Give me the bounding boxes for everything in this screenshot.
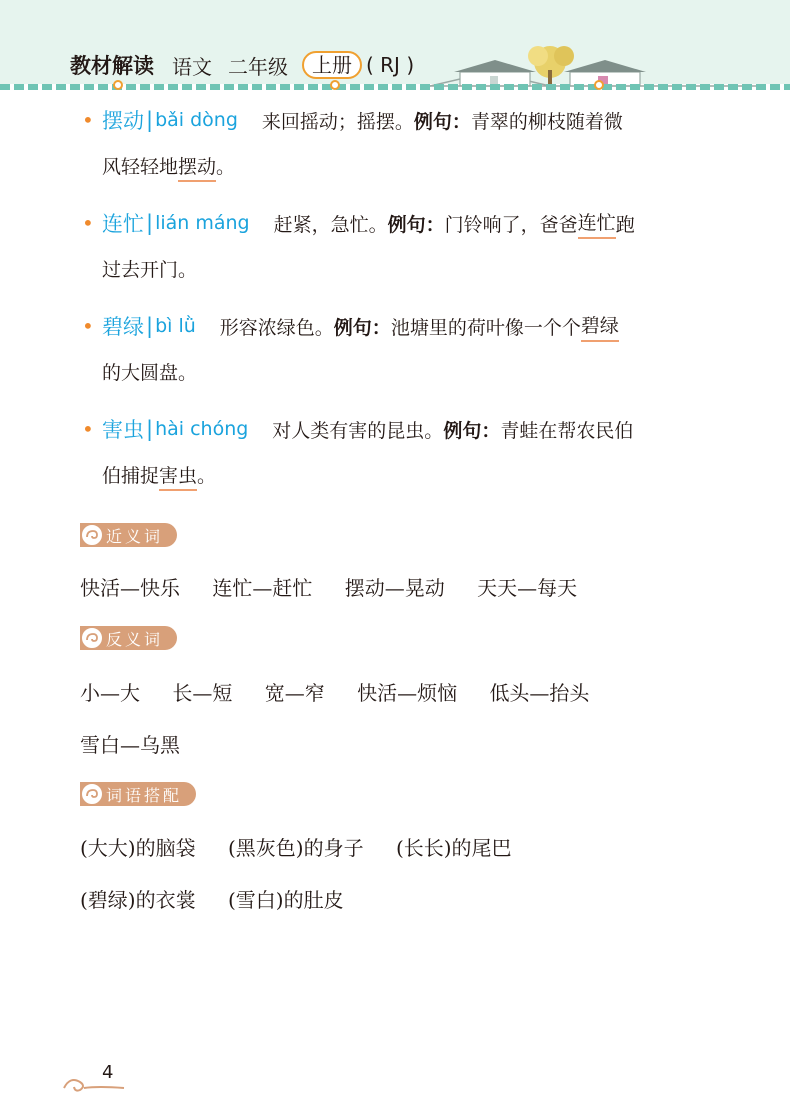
entry-pinyin: bǎi dòng xyxy=(155,109,238,131)
word-pair: 快活—烦恼 xyxy=(357,681,458,705)
entry-definition: 形容浓绿色。 xyxy=(219,316,334,339)
example-label: 例句： xyxy=(387,213,445,236)
example-text: 青蛙在帮农民伯 xyxy=(500,419,634,442)
example-text: 。 xyxy=(197,465,217,487)
vocab-entry: • 连忙 | lián máng 赶紧，急忙。 例句： 门铃响了，爸爸 连忙 跑 过去开门。 xyxy=(82,203,722,243)
example-text: 青翠的柳枝随着微 xyxy=(470,110,623,133)
antonym-row xyxy=(80,677,615,706)
example-text: 门铃响了，爸爸 xyxy=(444,213,578,236)
word-pair: 摆动—晃动 xyxy=(344,576,445,600)
header-dot xyxy=(113,80,123,90)
entry-definition: 赶紧，急忙。 xyxy=(273,213,388,236)
header-dot xyxy=(594,80,604,90)
running-header xyxy=(70,50,414,80)
entry-pinyin: lián máng xyxy=(155,212,250,234)
example-text: 跑 xyxy=(615,213,635,236)
collocation-row xyxy=(80,884,370,913)
bullet-dot: • xyxy=(82,108,94,132)
bullet-dot: • xyxy=(82,211,94,235)
highlighted-word: 连忙 xyxy=(578,208,616,239)
example-text: 的大圆盘。 xyxy=(102,362,198,384)
vocab-entry: • 摆动 | bǎi dòng 来回摇动；摇摆。 例句： 青翠的柳枝随着微 风轻轻地摆动。 xyxy=(82,100,722,140)
word-pair: 雪白—乌黑 xyxy=(80,733,180,757)
entry-word: 害虫 xyxy=(102,418,144,442)
book-title: 教材解读 xyxy=(70,54,154,78)
highlighted-word: 害虫 xyxy=(159,465,197,491)
word-pair: 天天—每天 xyxy=(477,576,578,600)
section-title: 近义词 xyxy=(106,526,164,546)
bullet-dot: • xyxy=(82,417,94,441)
cloud-curl-icon xyxy=(80,782,104,806)
cloud-curl-icon xyxy=(80,626,104,650)
example-text: 伯捕捉 xyxy=(102,465,160,487)
subject-label: 语文 xyxy=(172,54,212,79)
entry-definition: 来回摇动；摇摆。 xyxy=(261,110,414,133)
entry-word: 碧绿 xyxy=(102,315,144,339)
antonym-row xyxy=(80,729,206,758)
vocab-entry: • 碧绿 | bì lǜ 形容浓绿色。 例句： 池塘里的荷叶像一个个 碧绿 的大圆盘。 xyxy=(82,306,722,346)
highlighted-word: 碧绿 xyxy=(581,311,619,342)
cloud-curl-icon xyxy=(80,523,104,547)
highlighted-word: 摆动 xyxy=(178,156,216,182)
example-label: 例句： xyxy=(413,110,471,133)
example-label: 例句： xyxy=(443,419,501,442)
page-swirl-icon xyxy=(62,1072,128,1094)
section-tag-antonyms xyxy=(80,626,177,650)
collocation-item: (雪白)的肚皮 xyxy=(227,888,344,912)
section-tag-synonyms xyxy=(80,523,177,547)
word-pair: 小—大 xyxy=(80,681,140,705)
entry-definition: 对人类有害的昆虫。 xyxy=(272,419,444,442)
section-title: 反义词 xyxy=(106,629,164,649)
edition-label: ( RJ ) xyxy=(366,53,415,77)
word-pair: 快活—快乐 xyxy=(80,576,180,600)
entry-word: 摆动 xyxy=(102,109,144,133)
header-dot xyxy=(330,80,340,90)
bullet-dot: • xyxy=(82,314,94,338)
example-text: 池塘里的荷叶像一个个 xyxy=(390,316,581,339)
section-tag-collocations xyxy=(80,782,196,806)
grade-label: 二年级 xyxy=(228,54,288,79)
word-pair: 长—短 xyxy=(172,681,233,705)
section-title: 词语搭配 xyxy=(106,785,183,805)
vocab-entry: • 害虫 | hài chóng 对人类有害的昆虫。 例句： 青蛙在帮农民伯 伯捕捉害虫。 xyxy=(82,409,722,449)
collocation-item: (碧绿)的衣裳 xyxy=(80,888,196,912)
volume-badge: 上册 xyxy=(302,51,362,79)
collocation-item: (长长)的尾巴 xyxy=(395,836,512,860)
example-label: 例句： xyxy=(333,316,391,339)
collocation-row xyxy=(80,832,538,861)
word-pair: 宽—窄 xyxy=(264,681,325,705)
page-number: 4 xyxy=(102,1062,114,1083)
word-pair: 连忙—赶忙 xyxy=(212,576,313,600)
synonym-row xyxy=(80,572,603,601)
entry-pinyin: hài chóng xyxy=(155,418,249,440)
example-text: 。 xyxy=(216,156,236,178)
entry-pinyin: bì lǜ xyxy=(155,315,196,337)
word-pair: 低头—抬头 xyxy=(489,681,590,705)
collocation-item: (黑灰色)的身子 xyxy=(227,836,364,860)
example-text: 风轻轻地 xyxy=(102,156,179,178)
collocation-item: (大大)的脑袋 xyxy=(80,836,196,860)
example-text: 过去开门。 xyxy=(102,259,198,281)
entry-word: 连忙 xyxy=(102,212,144,236)
